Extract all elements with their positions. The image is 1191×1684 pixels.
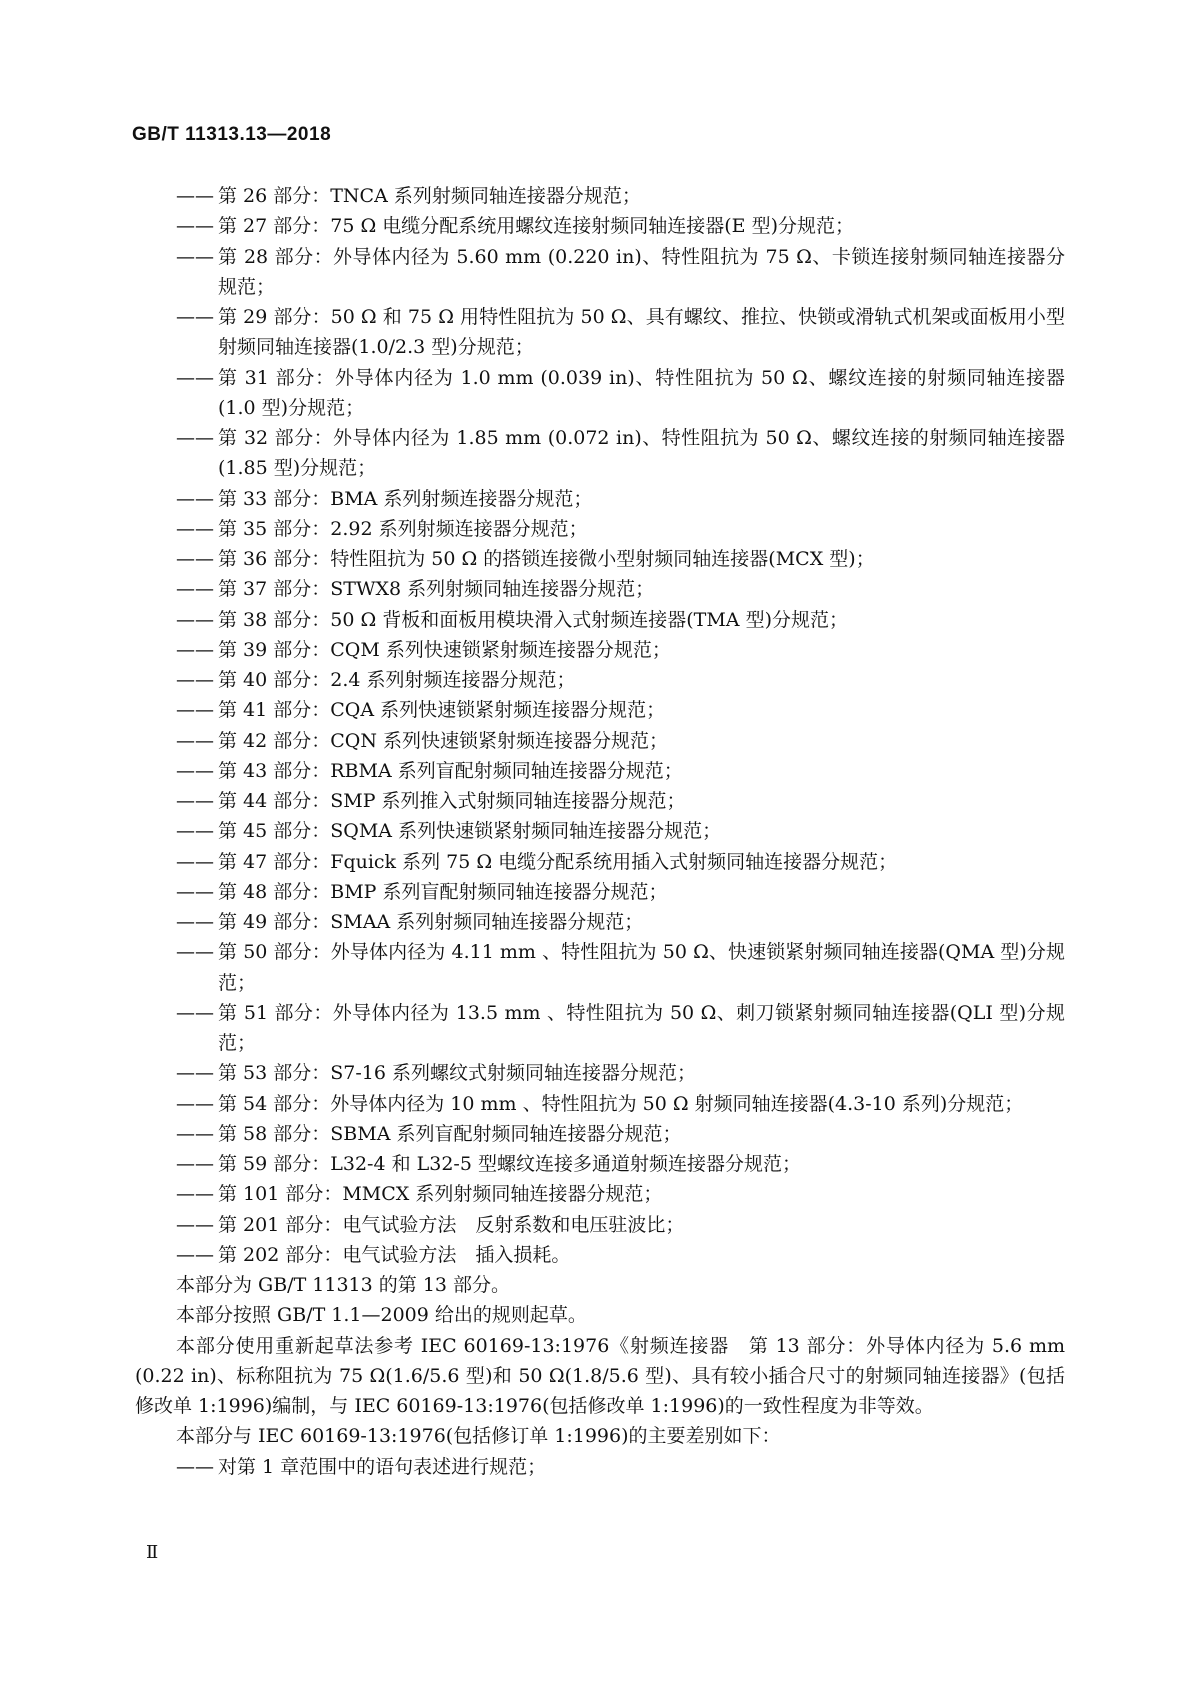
dash-marker: —— <box>176 820 214 843</box>
list-item <box>135 695 1065 725</box>
dash-marker: —— <box>176 669 214 691</box>
list-item <box>135 302 1065 363</box>
dash-marker: —— <box>176 608 214 631</box>
list-item <box>135 211 1065 241</box>
dash-marker: —— <box>176 941 214 964</box>
list-item <box>135 544 1065 574</box>
list-item-text: 第 31 部分：外导体内径为 1.0 mm (0.039 in)、特性阻抗为 50 Ω、螺纹连接的射频同轴连接器(1.0 型)分规范； <box>218 366 1065 419</box>
list-item-text: 第 50 部分：外导体内径为 4.11 mm 、特性阻抗为 50 Ω、快速锁紧射频同轴连接器(QMA 型)分规范； <box>218 941 1065 994</box>
part-list <box>135 181 1065 1270</box>
dash-marker: —— <box>176 1001 214 1024</box>
dash-marker: —— <box>176 517 214 540</box>
dash-marker: —— <box>176 578 214 601</box>
document-header: GB/T 11313.13—2018 <box>132 124 332 145</box>
paragraph: 本部分按照 GB/T 1.1—2009 给出的规则起草。 <box>176 1304 587 1327</box>
dash-marker: —— <box>176 427 214 449</box>
list-item <box>135 786 1065 816</box>
list-item <box>135 635 1065 665</box>
list-item <box>135 1210 1065 1240</box>
paragraph: 本部分与 IEC 60169-13:1976(包括修订单 1:1996)的主要差别如下： <box>176 1425 781 1448</box>
list-item-text: 第 202 部分：电气试验方法 插入损耗。 <box>218 1243 571 1266</box>
list-item-text: 第 37 部分：STWX8 系列射频同轴连接器分规范； <box>218 578 655 601</box>
list-item-text: 第 26 部分：TNCA 系列射频同轴连接器分规范； <box>218 185 641 207</box>
list-item-text: 第 39 部分：CQM 系列快速锁紧射频连接器分规范； <box>218 638 671 661</box>
dash-marker: —— <box>176 790 214 812</box>
list-item-text: 第 48 部分：BMP 系列盲配射频同轴连接器分规范； <box>218 880 668 903</box>
list-item <box>135 665 1065 695</box>
list-item <box>135 877 1065 907</box>
dash-marker: —— <box>176 1122 214 1145</box>
list-item-text: 第 53 部分：S7-16 系列螺纹式射频同轴连接器分规范； <box>218 1062 696 1085</box>
dash-marker: —— <box>176 911 214 933</box>
list-item-text: 第 49 部分：SMAA 系列射频同轴连接器分规范； <box>218 911 644 933</box>
dash-marker: —— <box>176 850 214 873</box>
dash-marker: —— <box>176 1213 214 1236</box>
dash-marker: —— <box>176 759 214 782</box>
list-item-text: 第 38 部分：50 Ω 背板和面板用模块滑入式射频连接器(TMA 型)分规范； <box>218 608 848 631</box>
list-item-text: 第 27 部分：75 Ω 电缆分配系统用螺纹连接射频同轴连接器(E 型)分规范； <box>218 215 855 238</box>
list-item <box>135 1240 1065 1270</box>
list-item <box>135 514 1065 544</box>
dash-marker: —— <box>176 1153 214 1175</box>
list-item <box>135 726 1065 756</box>
list-item <box>135 1149 1065 1179</box>
list-item <box>135 1179 1065 1209</box>
paragraph: 本部分使用重新起草法参考 IEC 60169-13:1976《射频连接器 第 13 部分：外导体内径为 5.6 mm (0.22 in)、标称阻抗为 75 Ω(1.6/5.6 型)和 50 Ω(1.8/5.6 型)、具有较小插合尺寸的射频同轴连接器》(包括修改单 1:1996)编制，与 IEC 60169-13:1976(包括修改单 1:1996)的一致性程度为非等效。 <box>135 1334 1065 1417</box>
dash-marker: —— <box>176 548 214 570</box>
paragraph: 本部分为 GB/T 11313 的第 13 部分。 <box>176 1274 511 1296</box>
dash-marker: —— <box>176 306 214 328</box>
list-item-text: 第 42 部分：CQN 系列快速锁紧射频连接器分规范； <box>218 729 669 752</box>
dash-marker: —— <box>176 366 214 389</box>
list-item <box>135 907 1065 937</box>
list-item-text: 第 59 部分：L32-4 和 L32-5 型螺纹连接多通道射频连接器分规范； <box>218 1153 801 1175</box>
document-body <box>135 181 1065 1482</box>
list-item-text: 第 101 部分：MMCX 系列射频同轴连接器分规范； <box>218 1183 663 1206</box>
dash-marker: —— <box>176 638 214 661</box>
list-item-text: 第 47 部分：Fquick 系列 75 Ω 电缆分配系统用插入式射频同轴连接器分规范； <box>218 850 898 873</box>
list-item <box>135 574 1065 604</box>
list-item <box>135 605 1065 635</box>
list-item-text: 第 54 部分：外导体内径为 10 mm 、特性阻抗为 50 Ω 射频同轴连接器(4.3-10 系列)分规范； <box>218 1092 1024 1115</box>
list-item <box>135 1119 1065 1149</box>
list-item <box>135 998 1065 1059</box>
list-item <box>135 847 1065 877</box>
list-item <box>135 423 1065 484</box>
dash-marker: —— <box>176 1243 214 1266</box>
list-item-text: 对第 1 章范围中的语句表述进行规范； <box>218 1455 547 1478</box>
dash-marker: —— <box>176 487 214 510</box>
dash-marker: —— <box>176 245 214 268</box>
list-item-text: 第 43 部分：RBMA 系列盲配射频同轴连接器分规范； <box>218 759 683 782</box>
list-item-text: 第 33 部分：BMA 系列射频连接器分规范； <box>218 487 593 510</box>
dash-marker: —— <box>176 1455 214 1478</box>
list-item <box>135 756 1065 786</box>
list-item <box>135 181 1065 211</box>
list-item <box>135 484 1065 514</box>
dash-marker: —— <box>176 1183 214 1206</box>
list-item <box>135 1452 1065 1482</box>
dash-marker: —— <box>176 880 214 903</box>
difference-list <box>135 1452 1065 1482</box>
list-item-text: 第 35 部分：2.92 系列射频连接器分规范； <box>218 517 588 540</box>
list-item-text: 第 32 部分：外导体内径为 1.85 mm (0.072 in)、特性阻抗为 50 Ω、螺纹连接的射频同轴连接器(1.85 型)分规范； <box>218 427 1065 480</box>
dash-marker: —— <box>176 215 214 238</box>
dash-marker: —— <box>176 729 214 752</box>
list-item <box>135 937 1065 998</box>
list-item-text: 第 201 部分：电气试验方法 反射系数和电压驻波比； <box>218 1213 685 1236</box>
list-item-text: 第 41 部分：CQA 系列快速锁紧射频连接器分规范； <box>218 699 666 722</box>
list-item <box>135 1058 1065 1088</box>
list-item-text: 第 44 部分：SMP 系列推入式射频同轴连接器分规范； <box>218 790 686 812</box>
list-item-text: 第 51 部分：外导体内径为 13.5 mm 、特性阻抗为 50 Ω、刺刀锁紧射频同轴连接器(QLI 型)分规范； <box>218 1001 1065 1054</box>
dash-marker: —— <box>176 1062 214 1085</box>
list-item-text: 第 36 部分：特性阻抗为 50 Ω 的搭锁连接微小型射频同轴连接器(MCX 型)； <box>218 548 875 570</box>
list-item <box>135 242 1065 303</box>
list-item <box>135 363 1065 424</box>
list-item <box>135 816 1065 846</box>
list-item-text: 第 45 部分：SQMA 系列快速锁紧射频同轴连接器分规范； <box>218 820 722 843</box>
list-item <box>135 1089 1065 1119</box>
foreword-paragraphs <box>135 1270 1065 1452</box>
dash-marker: —— <box>176 185 214 207</box>
list-item-text: 第 28 部分：外导体内径为 5.60 mm (0.220 in)、特性阻抗为 75 Ω、卡锁连接射频同轴连接器分规范； <box>218 245 1065 298</box>
dash-marker: —— <box>176 1092 214 1115</box>
list-item-text: 第 40 部分：2.4 系列射频连接器分规范； <box>218 669 576 691</box>
list-item-text: 第 58 部分：SBMA 系列盲配射频同轴连接器分规范； <box>218 1122 682 1145</box>
dash-marker: —— <box>176 699 214 722</box>
list-item-text: 第 29 部分：50 Ω 和 75 Ω 用特性阻抗为 50 Ω、具有螺纹、推拉、快锁或滑轨式机架或面板用小型射频同轴连接器(1.0/2.3 型)分规范； <box>218 306 1065 359</box>
page-number: Ⅱ <box>146 1542 159 1563</box>
